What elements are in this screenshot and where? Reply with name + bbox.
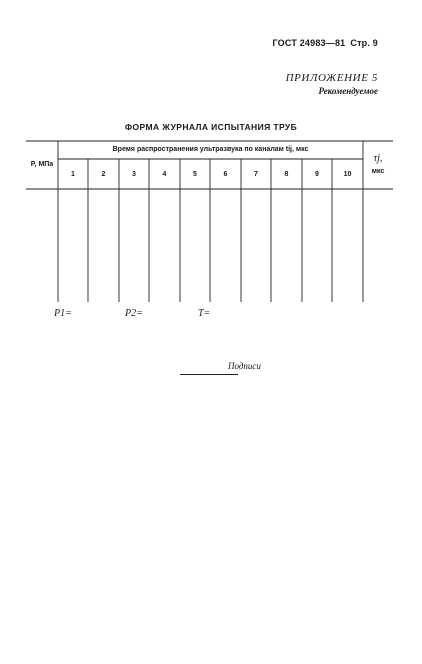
standard-number: ГОСТ 24983—81 (272, 38, 346, 48)
temperature-field: T= (198, 308, 211, 319)
page-number: Стр. 9 (350, 38, 378, 48)
channel-header-6: 6 (223, 171, 228, 178)
form-title: ФОРМА ЖУРНАЛА ИСПЫТАНИЯ ТРУБ (124, 122, 298, 132)
channel-header-3: 3 (132, 171, 136, 178)
signatures-label: Подписи (228, 361, 261, 371)
appendix-subtitle: Рекомендуемое (318, 86, 378, 96)
channel-header-2: 2 (101, 171, 106, 178)
pressure-2-field: P2= (125, 308, 143, 319)
channel-header-4: 4 (162, 171, 167, 178)
channel-header-9: 9 (315, 171, 319, 178)
pressure-column-header: P, МПа (30, 161, 54, 168)
pressure-1-field: P1= (54, 308, 72, 319)
tau-column-unit: мкс (371, 168, 385, 175)
signature-line (180, 374, 238, 375)
channel-header-5: 5 (193, 171, 197, 178)
appendix-title: ПРИЛОЖЕНИЕ 5 (285, 72, 378, 84)
channel-header-10: 10 (343, 171, 352, 178)
tau-column-symbol: τj, (373, 153, 383, 164)
channel-header-7: 7 (254, 171, 258, 178)
channel-header-8: 8 (284, 171, 289, 178)
propagation-time-group-header: Время распространения ультразвука по каналам tij, мкс (112, 146, 309, 153)
channel-header-1: 1 (71, 171, 75, 178)
